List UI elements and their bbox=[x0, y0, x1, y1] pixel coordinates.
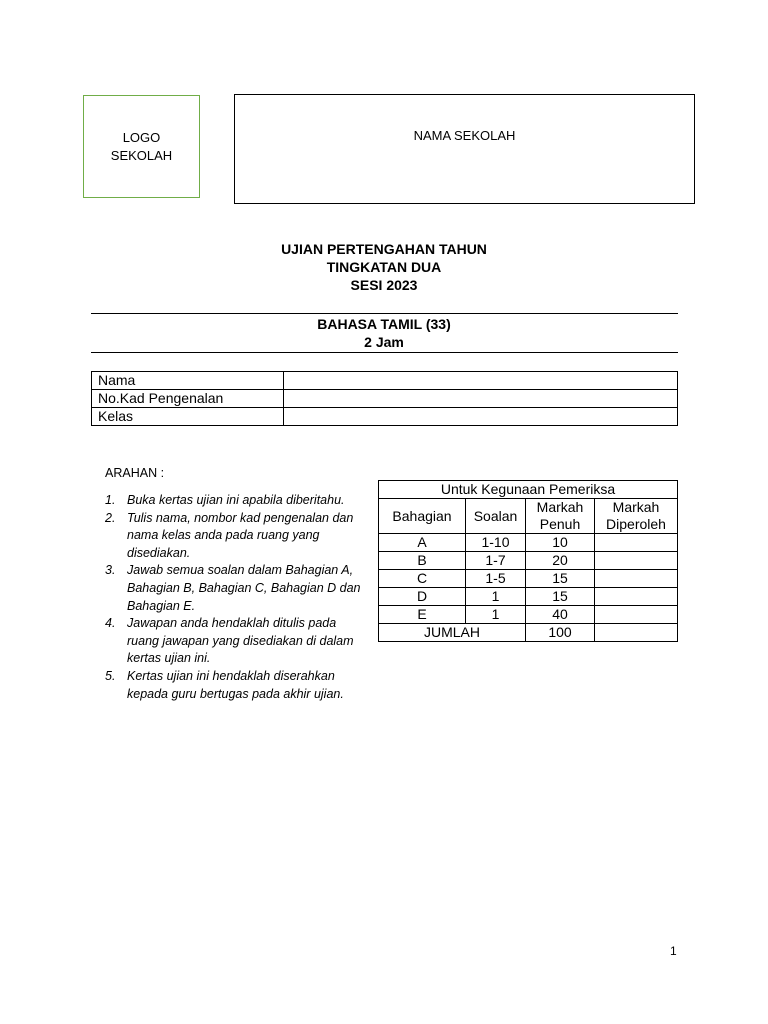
table-row bbox=[379, 552, 678, 570]
list-item bbox=[105, 668, 365, 703]
cell-questions: 1-5 bbox=[466, 570, 526, 588]
column-header-questions: Soalan bbox=[466, 499, 526, 534]
item-text: Kertas ujian ini hendaklah diserahkan kepada guru bertugas pada akhir ujian. bbox=[127, 668, 344, 701]
exam-title-line-2: TINGKATAN DUA bbox=[326, 259, 442, 275]
field-label-ic: No.Kad Pengenalan bbox=[92, 390, 284, 408]
table-row bbox=[379, 606, 678, 624]
cell-section: A bbox=[379, 534, 466, 552]
cell-full-marks: 20 bbox=[526, 552, 595, 570]
obtained-marks-line-1: Markah bbox=[612, 499, 660, 515]
table-row bbox=[92, 372, 678, 390]
table-row bbox=[92, 390, 678, 408]
subject-name: BAHASA TAMIL (33) bbox=[317, 316, 451, 332]
divider-top bbox=[91, 313, 678, 314]
obtained-marks-line-2: Diperoleh bbox=[606, 516, 666, 532]
logo-line-2: SEKOLAH bbox=[110, 147, 173, 163]
instructions-heading: ARAHAN : bbox=[105, 466, 165, 480]
column-header-obtained-marks bbox=[595, 499, 678, 534]
item-text: Jawab semua soalan dalam Bahagian A, Bahagian B, Bahagian C, Bahagian D dan Bahagian E. bbox=[127, 563, 361, 613]
item-number: 1. bbox=[105, 493, 116, 507]
column-header-full-marks bbox=[526, 499, 595, 534]
table-row bbox=[379, 588, 678, 606]
cell-obtained-marks[interactable] bbox=[595, 534, 678, 552]
table-row bbox=[92, 408, 678, 426]
cell-questions: 1 bbox=[466, 606, 526, 624]
list-item bbox=[105, 562, 365, 615]
item-number: 3. bbox=[105, 563, 116, 578]
table-total-row bbox=[379, 624, 678, 642]
instructions-list bbox=[105, 492, 365, 703]
item-text: Buka kertas ujian ini apabila diberitahu. bbox=[127, 493, 345, 507]
item-number: 2. bbox=[105, 510, 116, 525]
cell-section: D bbox=[379, 588, 466, 606]
column-header-section: Bahagian bbox=[379, 499, 466, 534]
total-obtained-marks[interactable] bbox=[595, 624, 678, 642]
cell-obtained-marks[interactable] bbox=[595, 606, 678, 624]
cell-section: E bbox=[379, 606, 466, 624]
field-label-class: Kelas bbox=[92, 408, 284, 426]
exam-title bbox=[0, 240, 768, 294]
cell-questions: 1-7 bbox=[466, 552, 526, 570]
cell-full-marks: 15 bbox=[526, 570, 595, 588]
item-text: Jawapan anda hendaklah ditulis pada ruang jawapan yang disediakan di dalam kertas ujian ini. bbox=[127, 616, 354, 666]
item-number: 4. bbox=[105, 616, 116, 631]
exam-title-line-1: UJIAN PERTENGAHAN TAHUN bbox=[281, 241, 487, 257]
table-header-row bbox=[379, 499, 678, 534]
list-item bbox=[105, 492, 365, 510]
item-text: Tulis nama, nombor kad pengenalan dan nama kelas anda pada ruang yang disediakan. bbox=[127, 510, 354, 560]
subject-block bbox=[0, 315, 768, 351]
student-info-table bbox=[91, 371, 678, 426]
list-item bbox=[105, 615, 365, 668]
cell-questions: 1-10 bbox=[466, 534, 526, 552]
table-row bbox=[379, 481, 678, 499]
exam-duration: 2 Jam bbox=[364, 334, 404, 350]
cell-full-marks: 40 bbox=[526, 606, 595, 624]
cell-obtained-marks[interactable] bbox=[595, 552, 678, 570]
marks-table-caption: Untuk Kegunaan Pemeriksa bbox=[379, 481, 678, 499]
cell-section: B bbox=[379, 552, 466, 570]
full-marks-line-1: Markah bbox=[536, 499, 584, 515]
school-name-box bbox=[234, 94, 695, 204]
exam-title-line-3: SESI 2023 bbox=[350, 277, 418, 293]
table-row bbox=[379, 534, 678, 552]
examiner-marks-table bbox=[378, 480, 678, 642]
cell-obtained-marks[interactable] bbox=[595, 570, 678, 588]
field-value-ic[interactable] bbox=[284, 390, 678, 408]
cell-section: C bbox=[379, 570, 466, 588]
logo-line-1: LOGO bbox=[122, 129, 161, 145]
cell-questions: 1 bbox=[466, 588, 526, 606]
page-number: 1 bbox=[670, 944, 677, 958]
total-full-marks: 100 bbox=[526, 624, 595, 642]
cell-full-marks: 15 bbox=[526, 588, 595, 606]
total-label: JUMLAH bbox=[379, 624, 526, 642]
school-name: NAMA SEKOLAH bbox=[413, 128, 516, 143]
item-number: 5. bbox=[105, 668, 116, 683]
list-item bbox=[105, 510, 365, 563]
cell-full-marks: 10 bbox=[526, 534, 595, 552]
table-row bbox=[379, 570, 678, 588]
divider-bottom bbox=[91, 352, 678, 353]
full-marks-line-2: Penuh bbox=[539, 516, 581, 532]
instructions bbox=[105, 465, 365, 703]
field-value-name[interactable] bbox=[284, 372, 678, 390]
school-logo-placeholder bbox=[83, 95, 200, 198]
cell-obtained-marks[interactable] bbox=[595, 588, 678, 606]
field-value-class[interactable] bbox=[284, 408, 678, 426]
field-label-name: Nama bbox=[92, 372, 284, 390]
